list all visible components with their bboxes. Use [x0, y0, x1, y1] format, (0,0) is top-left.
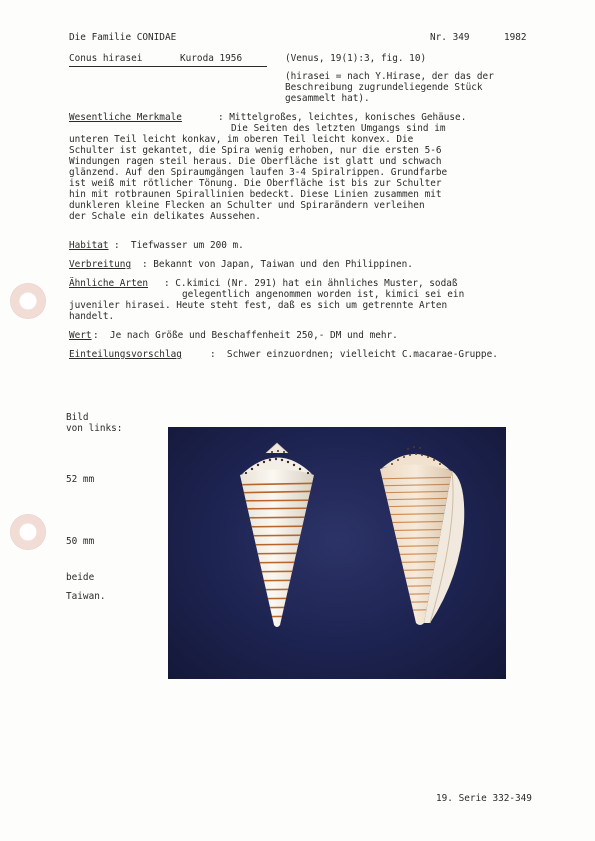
species-author: Kuroda 1956 — [180, 53, 243, 64]
merkmale-line: Schulter ist gekantet, die Spira wenig erhoben, nur die ersten 5-6 — [69, 145, 442, 156]
etymology-line: gesammelt hat). — [285, 93, 370, 104]
merkmale-line: glänzend. Auf den Spiraumgängen laufen 3-4 Spiralrippen. Grundfarbe — [69, 167, 448, 178]
family-title: Die Familie CONIDAE — [69, 32, 177, 43]
shell-left — [228, 443, 328, 627]
catalog-year: 1982 — [504, 32, 527, 43]
shell-right — [368, 446, 468, 625]
punch-hole-top — [10, 283, 46, 319]
merkmale-line: unteren Teil leicht konkav, im oberen Teil leicht konvex. Die — [69, 134, 414, 145]
wert-text: : Je nach Größe und Beschaffenheit 250,- DM und mehr. — [93, 330, 398, 341]
figure-locality-line: Taiwan. — [66, 591, 106, 602]
merkmale-line: : Mittelgroßes, leichtes, konisches Gehäuse. — [218, 112, 467, 123]
figure-caption-line: Bild — [66, 412, 89, 423]
aehnliche-line: : C.kimici (Nr. 291) hat ein ähnliches Muster, sodaß — [164, 278, 458, 289]
merkmale-line: Windungen ragen steil heraus. Die Oberfläche ist glatt und schwach — [69, 156, 442, 167]
figure-locality-line: beide — [66, 572, 95, 583]
aehnliche-line: gelegentlich angenommen worden ist, kimici sei ein — [182, 289, 465, 300]
series-footer: 19. Serie 332-349 — [436, 793, 532, 804]
section-label-verbreitung: Verbreitung — [69, 259, 132, 270]
figure-size-right: 50 mm — [66, 536, 95, 547]
aehnliche-line: juveniler hirasei. Heute steht fest, daß es sich um getrennte Arten — [69, 300, 448, 311]
verbreitung-text: : Bekannt von Japan, Taiwan und den Philippinen. — [142, 259, 413, 270]
etymology-line: Beschreibung zugrundeliegende Stück — [285, 82, 483, 93]
merkmale-line: ist weiß mit rötlicher Tönung. Die Oberfläche ist bis zur Schulter — [69, 178, 442, 189]
shell-illustration — [168, 427, 506, 679]
aehnliche-line: handelt. — [69, 311, 115, 322]
species-underline — [69, 66, 267, 67]
species-reference: (Venus, 19(1):3, fig. 10) — [285, 53, 427, 64]
section-label-habitat: Habitat — [69, 240, 109, 251]
species-name: Conus hirasei — [69, 53, 143, 64]
merkmale-line: Die Seiten des letzten Umgangs sind im — [231, 123, 446, 134]
shell-photograph — [168, 427, 506, 679]
catalog-number: Nr. 349 — [430, 32, 470, 43]
merkmale-line: dunkleren kleine Flecken an Schulter und Spirarändern verleihen — [69, 200, 425, 211]
etymology-line: (hirasei = nach Y.Hirase, der das der — [285, 71, 494, 82]
einteilung-text: : Schwer einzuordnen; vielleicht C.macarae-Gruppe. — [210, 349, 498, 360]
figure-size-left: 52 mm — [66, 474, 95, 485]
figure-caption-line: von links: — [66, 423, 123, 434]
section-label-aehnliche: Ähnliche Arten — [69, 278, 149, 289]
section-label-wert: Wert — [69, 330, 92, 341]
habitat-text: : Tiefwasser um 200 m. — [114, 240, 244, 251]
merkmale-line: hin mit rotbraunen Spirallinien bedeckt. Diese Linien zusammen mit — [69, 189, 442, 200]
punch-hole-bottom — [10, 514, 46, 550]
merkmale-line: der Schale ein delikates Aussehen. — [69, 211, 261, 222]
section-label-merkmale: Wesentliche Merkmale — [69, 112, 182, 123]
section-label-einteilung: Einteilungsvorschlag — [69, 349, 182, 360]
